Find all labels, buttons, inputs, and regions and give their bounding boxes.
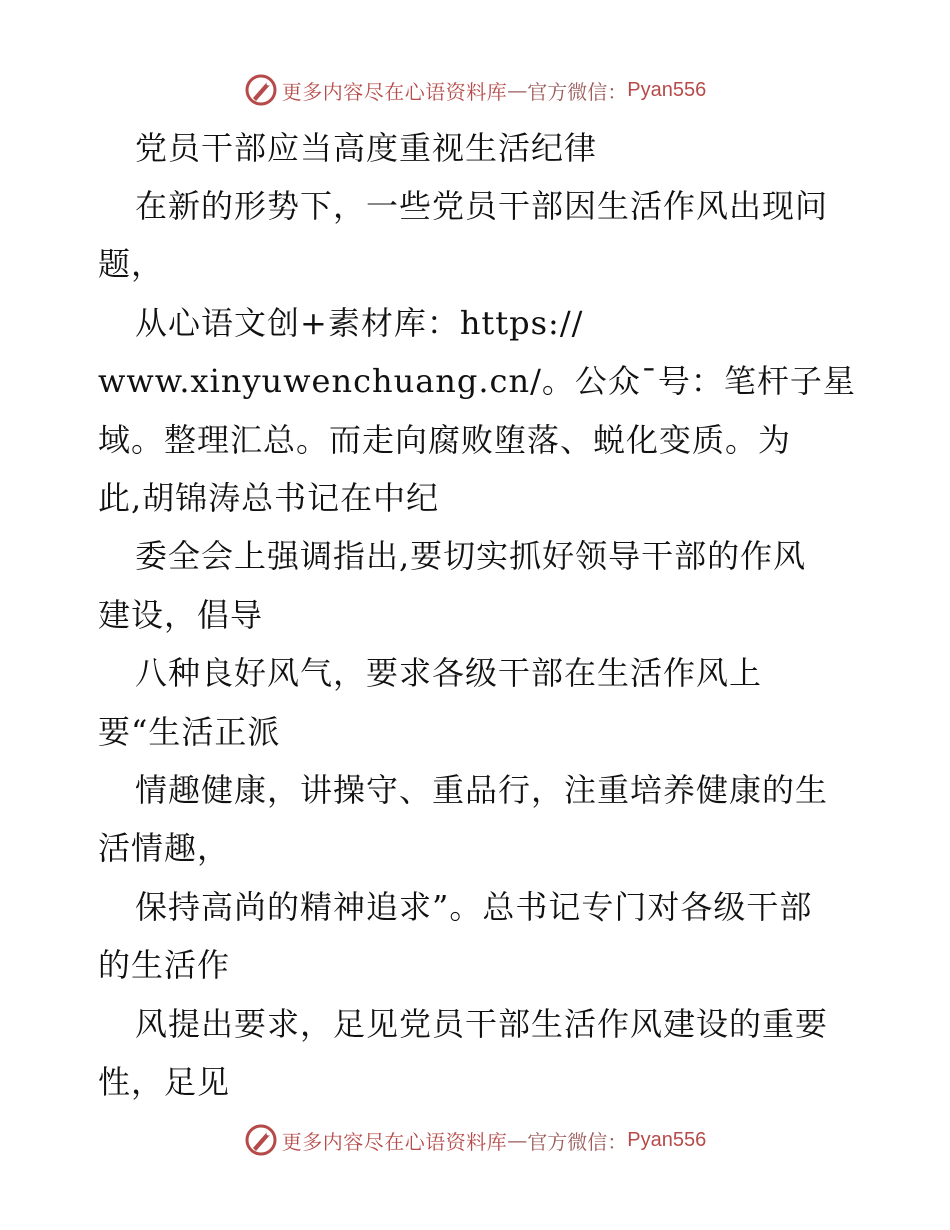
header-brand-text: 更多内容尽在心语资料库 [281, 79, 508, 104]
paragraph-line: 性，足见 [98, 1063, 231, 1101]
paragraph-line: 题， [98, 245, 165, 283]
header-wechat-id: Pyan556 [627, 78, 707, 101]
paragraph-line: 风提出要求，足见党员干部生活作风建设的重要 [135, 1005, 829, 1043]
paragraph-line: www.xinyuwenchuang.cn/。公众¯号：笔杆子星 [98, 362, 856, 400]
paragraph-line: 此,胡锦涛总书记在中纪 [98, 479, 440, 517]
paragraph-line: 建设，倡导 [98, 596, 264, 634]
header-account-label: 官方微信： [527, 79, 628, 104]
paragraph-line: 八种良好风气，要求各级干部在生活作风上 [135, 654, 763, 692]
footer-watermark [0, 1120, 950, 1160]
paragraph-line: 在新的形势下，一些党员干部因生活作风出现问 [135, 187, 829, 225]
paragraph-line: 保持高尚的精神追求”。总书记专门对各级干部 [135, 888, 813, 926]
paragraph-line: 域。整理汇总。而走向腐败堕落、蜕化变质。为 [98, 421, 792, 459]
footer-wechat-id: Pyan556 [627, 1128, 707, 1151]
document-title: 党员干部应当高度重视生活纪律 [135, 129, 598, 167]
paragraph-line: 委全会上强调指出,要切实抓好领导干部的作风 [135, 537, 807, 575]
paragraph-line: 情趣健康，讲操守、重品行，注重培养健康的生 [135, 771, 829, 809]
footer-brand-text: 更多内容尽在心语资料库 [281, 1129, 508, 1154]
paragraph-line: 从心语文创+素材库：https:// [135, 304, 584, 342]
footer-account-label: 官方微信： [527, 1129, 628, 1154]
header-dash: — [507, 78, 528, 102]
pen-logo-icon [244, 1123, 278, 1157]
paragraph-line: 的生活作 [98, 946, 231, 984]
paragraph-line: 活情趣， [98, 829, 231, 867]
footer-dash: — [507, 1128, 528, 1152]
paragraph-line: 要“生活正派 [98, 713, 281, 751]
